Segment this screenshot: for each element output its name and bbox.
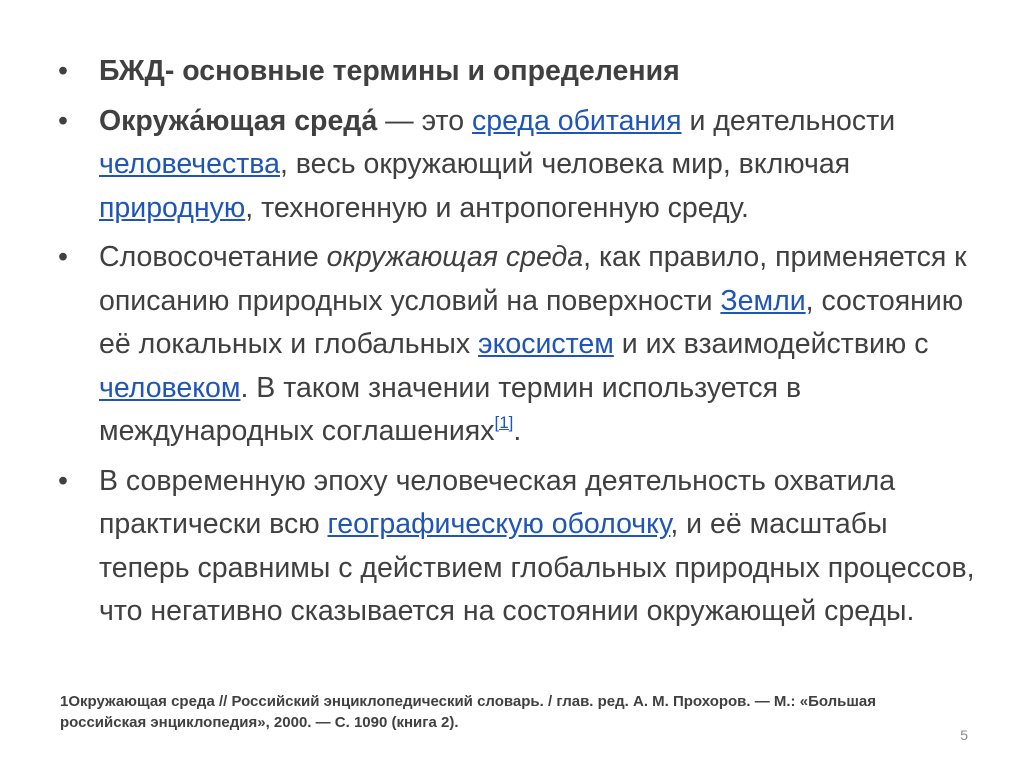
definition-text: , техногенную и антропогенную среду. xyxy=(245,191,749,224)
link-earth[interactable]: Земли xyxy=(720,284,806,317)
link-habitat[interactable]: среда обитания xyxy=(472,104,682,137)
bullet-list xyxy=(56,50,976,640)
modern-era-text: , и её масштабы теперь сравнимы с действием глобальных природных процессов, что негативно сказывается на состоянии окружающей среды. xyxy=(99,508,975,627)
usage-text: и их взаимодействию с xyxy=(613,328,929,360)
bullet-item-heading xyxy=(56,50,976,94)
bullet-icon: • xyxy=(58,55,68,87)
link-geographic-envelope[interactable]: географическую оболочку xyxy=(327,508,671,540)
term-environment: Окружа́ющая среда́ xyxy=(99,104,378,137)
link-human[interactable]: человеком xyxy=(99,371,241,404)
modern-era-text: В современную эпоху человеческая деятельность охватила практически всю xyxy=(99,464,896,540)
footnote-line: российская энциклопедия», 2000. — С. 1090 (книга 2). xyxy=(60,714,459,731)
usage-text: Словосочетание xyxy=(99,241,327,273)
reference-link[interactable]: [1] xyxy=(494,413,514,432)
bullet-item-usage xyxy=(56,236,976,454)
footnote xyxy=(60,691,960,733)
slide-heading: БЖД- основные термины и определения xyxy=(99,55,680,87)
italic-term: окружающая среда xyxy=(326,241,584,273)
bullet-icon: • xyxy=(58,241,68,273)
definition-text: и деятельности xyxy=(681,104,896,137)
usage-text: . xyxy=(513,415,522,447)
link-ecosystems[interactable]: экосистем xyxy=(478,328,614,360)
definition-text: , весь окружающий человека мир, включая xyxy=(279,148,851,180)
usage-text: , как правило, применяется к описанию природных условий на поверхности xyxy=(99,241,967,317)
bullet-item-modern-era xyxy=(56,460,976,634)
usage-text: , состоянию её локальных и глобальных xyxy=(99,284,964,360)
bullet-icon: • xyxy=(58,104,68,137)
bullet-item-definition xyxy=(56,100,976,231)
page-number: 5 xyxy=(960,727,968,743)
bullet-icon: • xyxy=(58,464,68,497)
link-natural[interactable]: природную xyxy=(99,191,246,224)
definition-text: — это xyxy=(377,104,473,137)
usage-text: . В таком значении термин используется в международных соглашениях xyxy=(99,371,802,447)
footnote-line: 1Окружающая среда // Российский энциклопедический словарь. / глав. ред. А. М. Прохоров. — М.: «Большая xyxy=(60,693,876,710)
link-humanity[interactable]: человечества xyxy=(99,148,280,180)
